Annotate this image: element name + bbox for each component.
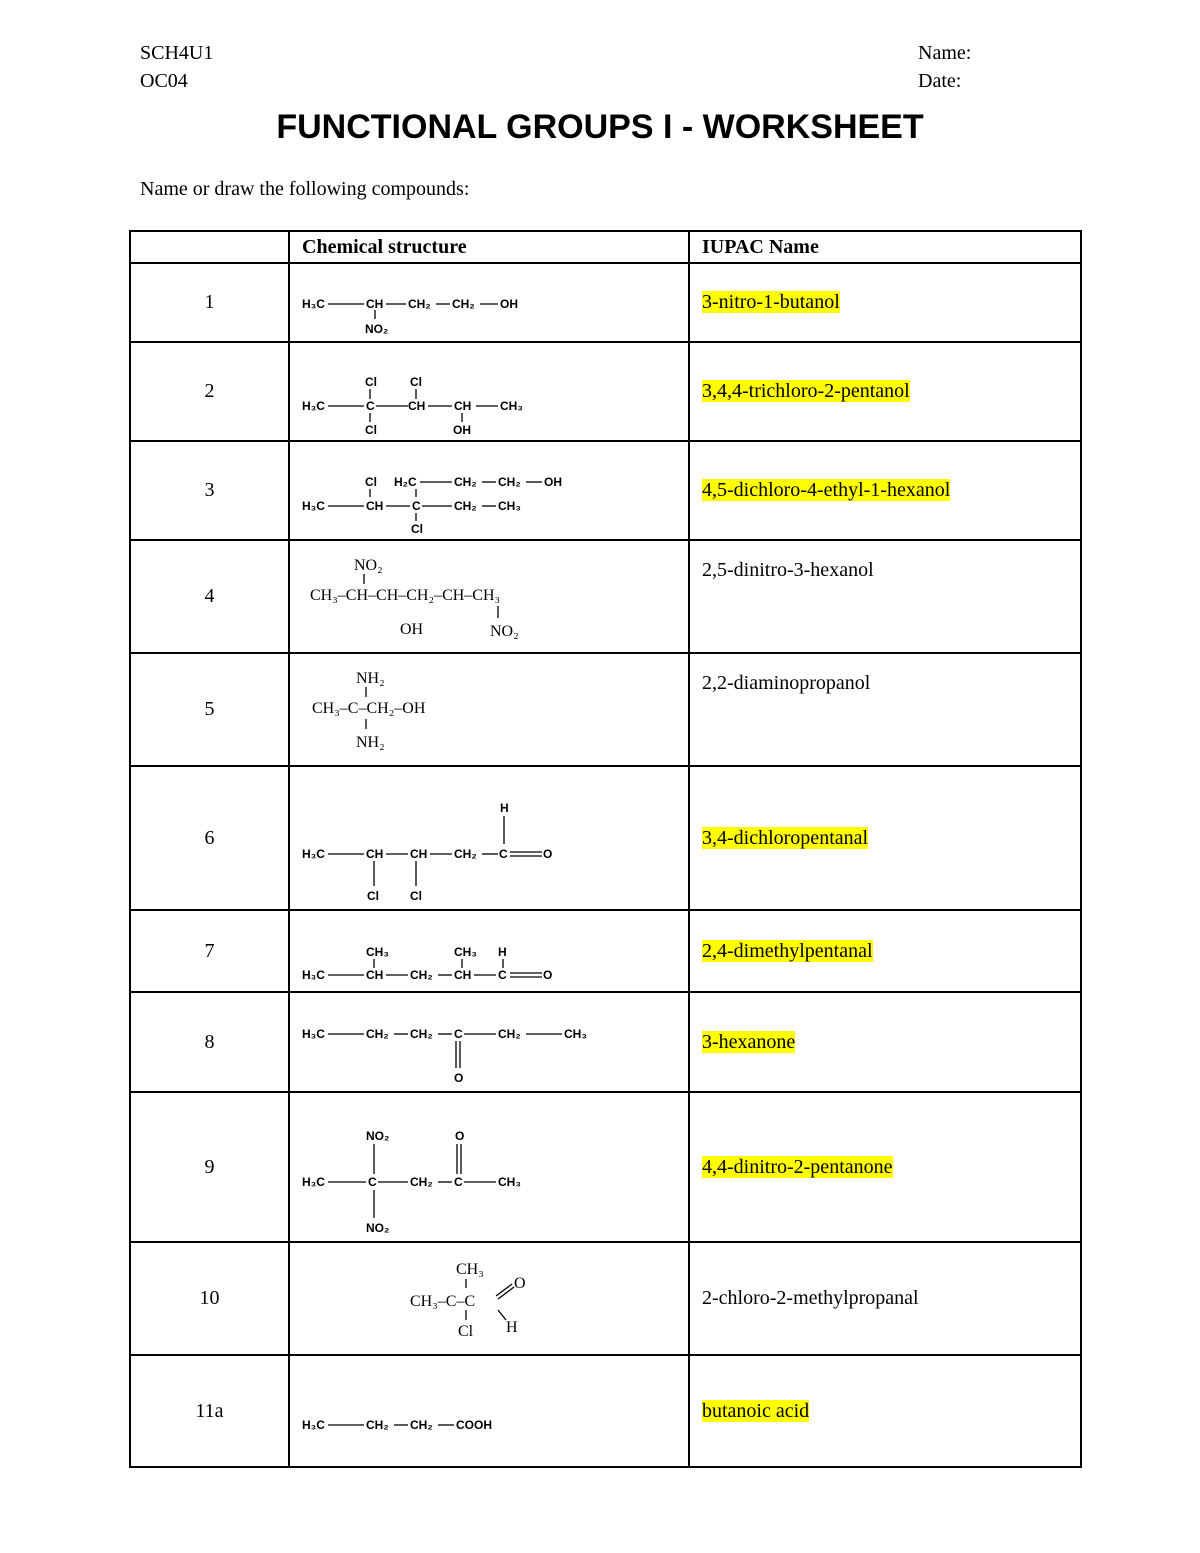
header-iupac: IUPAC Name (689, 231, 1081, 263)
svg-text:CH₃: CH₃ (564, 1026, 587, 1041)
iupac-text: 2,5-dinitro-3-hexanol (702, 559, 874, 581)
structure-4 (289, 540, 689, 653)
svg-text:Cl: Cl (367, 888, 379, 903)
svg-text:OH: OH (500, 296, 518, 311)
structure-drawing (290, 344, 688, 440)
iupac-name (689, 342, 1081, 441)
svg-text:CH₂: CH₂ (498, 1026, 521, 1041)
svg-text:H₃C: H₃C (302, 1417, 325, 1432)
table-row (130, 766, 1081, 910)
row-number: 11a (130, 1355, 289, 1467)
iupac-text: butanoic acid (702, 1400, 810, 1422)
structure-6 (289, 766, 689, 910)
structure-7 (289, 910, 689, 992)
svg-text:H₃C: H₃C (302, 498, 325, 513)
svg-text:CH: CH (366, 846, 384, 861)
svg-text:CH₂: CH₂ (498, 474, 521, 489)
instructions: Name or draw the following compounds: (140, 178, 470, 200)
svg-text:CH₃: CH₃ (366, 944, 389, 959)
svg-text:O: O (514, 1274, 526, 1292)
structure-drawing (290, 542, 688, 652)
structure-11a (289, 1355, 689, 1467)
iupac-name (689, 766, 1081, 910)
row-number: 3 (130, 441, 289, 540)
svg-text:CH₃–C–CH₂–OH: CH₃–C–CH₂–OH (312, 699, 426, 717)
svg-text:H₃C: H₃C (302, 398, 325, 413)
svg-text:CH₃–CH–CH–CH₂–CH–CH₃: CH₃–CH–CH–CH₂–CH–CH₃ (310, 586, 501, 604)
svg-text:H₃C: H₃C (302, 1026, 325, 1041)
svg-text:NH₂: NH₂ (356, 669, 385, 687)
svg-text:CH₃: CH₃ (498, 1174, 521, 1189)
table-row (130, 540, 1081, 653)
svg-text:H: H (498, 944, 507, 959)
svg-text:C: C (366, 398, 375, 413)
svg-text:CH₃: CH₃ (498, 498, 521, 513)
svg-text:H₃C: H₃C (302, 1174, 325, 1189)
svg-text:Cl: Cl (410, 888, 422, 903)
svg-text:CH: CH (410, 846, 428, 861)
svg-text:O: O (455, 1128, 465, 1143)
structure-drawing (290, 912, 688, 991)
iupac-name (689, 441, 1081, 540)
svg-text:CH₂: CH₂ (454, 498, 477, 513)
structure-drawing (290, 1357, 688, 1466)
table-row (130, 441, 1081, 540)
iupac-name (689, 540, 1081, 653)
iupac-text: 3-nitro-1-butanol (702, 291, 840, 313)
svg-text:NO₂: NO₂ (490, 622, 519, 640)
structure-drawing (290, 443, 688, 539)
svg-text:CH₃: CH₃ (454, 944, 477, 959)
structure-9 (289, 1092, 689, 1242)
svg-text:C: C (498, 967, 507, 982)
svg-text:CH₂: CH₂ (454, 846, 477, 861)
table-row (130, 992, 1081, 1092)
table-row (130, 1092, 1081, 1242)
svg-text:H₃C: H₃C (302, 967, 325, 982)
iupac-name (689, 263, 1081, 342)
worksheet-table (129, 230, 1082, 1468)
structure-drawing (290, 1244, 688, 1354)
structure-8 (289, 992, 689, 1092)
svg-text:CH: CH (408, 398, 426, 413)
iupac-text: 2-chloro-2-methylpropanal (702, 1287, 919, 1309)
svg-text:CH₂: CH₂ (454, 474, 477, 489)
svg-text:CH: CH (454, 398, 472, 413)
row-number: 10 (130, 1242, 289, 1355)
row-number: 7 (130, 910, 289, 992)
svg-text:OH: OH (400, 620, 424, 638)
row-number: 2 (130, 342, 289, 441)
header-structure: Chemical structure (289, 231, 689, 263)
svg-text:CH₂: CH₂ (410, 967, 433, 982)
svg-text:Cl: Cl (411, 521, 423, 536)
svg-text:OH: OH (453, 422, 471, 437)
table-row (130, 910, 1081, 992)
svg-text:CH₂: CH₂ (410, 1174, 433, 1189)
iupac-text: 3-hexanone (702, 1030, 796, 1053)
svg-text:CH: CH (366, 967, 384, 982)
svg-text:CH₃: CH₃ (456, 1260, 484, 1278)
svg-text:H: H (500, 800, 509, 815)
iupac-text: 3,4,4-trichloro-2-pentanol (702, 380, 910, 402)
svg-text:C: C (412, 498, 421, 513)
course-code: SCH4U1 (140, 42, 214, 64)
row-number: 8 (130, 992, 289, 1092)
iupac-name (689, 992, 1081, 1092)
svg-text:CH: CH (366, 498, 384, 513)
table-row (130, 342, 1081, 441)
iupac-text: 4,5-dichloro-4-ethyl-1-hexanol (702, 479, 951, 501)
svg-text:H: H (506, 1318, 518, 1336)
svg-text:CH: CH (366, 296, 384, 311)
svg-text:CH₂: CH₂ (366, 1417, 389, 1432)
structure-2 (289, 342, 689, 441)
svg-text:NH₂: NH₂ (356, 733, 385, 751)
row-number: 6 (130, 766, 289, 910)
svg-text:CH₃–C–C: CH₃–C–C (410, 1292, 476, 1310)
structure-10 (289, 1242, 689, 1355)
iupac-name (689, 1242, 1081, 1355)
svg-text:Cl: Cl (365, 374, 377, 389)
header-number (130, 231, 289, 263)
structure-drawing (290, 655, 688, 765)
table-row (130, 1355, 1081, 1467)
table-header-row (130, 231, 1081, 263)
structure-3 (289, 441, 689, 540)
svg-text:H₃C: H₃C (302, 846, 325, 861)
name-label: Name: (918, 42, 972, 64)
svg-text:OH: OH (544, 474, 562, 489)
svg-text:CH: CH (454, 967, 472, 982)
row-number: 9 (130, 1092, 289, 1242)
svg-text:Cl: Cl (365, 474, 377, 489)
svg-text:C: C (368, 1174, 377, 1189)
svg-text:CH₂: CH₂ (410, 1026, 433, 1041)
svg-text:NO₂: NO₂ (366, 1220, 390, 1235)
svg-text:C: C (499, 846, 508, 861)
structure-drawing (290, 265, 688, 341)
row-number: 4 (130, 540, 289, 653)
svg-text:C: C (454, 1174, 463, 1189)
svg-text:Cl: Cl (410, 374, 422, 389)
svg-text:CH₃: CH₃ (500, 398, 523, 413)
svg-text:C: C (454, 1026, 463, 1041)
svg-text:CH₂: CH₂ (452, 296, 475, 311)
unit-code: OC04 (140, 70, 188, 92)
page-title: FUNCTIONAL GROUPS I - WORKSHEET (276, 108, 924, 146)
iupac-text: 2,2-diaminopropanol (702, 672, 871, 694)
svg-text:CH₂: CH₂ (408, 296, 431, 311)
svg-text:O: O (543, 846, 553, 861)
table-row (130, 263, 1081, 342)
iupac-name (689, 653, 1081, 766)
iupac-text: 3,4-dichloropentanal (702, 826, 869, 849)
svg-text:O: O (543, 967, 553, 982)
iupac-text: 4,4-dinitro-2-pentanone (702, 1155, 893, 1178)
svg-text:H₂C: H₂C (394, 474, 417, 489)
structure-drawing (290, 1094, 688, 1241)
svg-text:CH₂: CH₂ (410, 1417, 433, 1432)
svg-text:CH₂: CH₂ (366, 1026, 389, 1041)
row-number: 1 (130, 263, 289, 342)
svg-text:Cl: Cl (365, 422, 377, 437)
table-row (130, 653, 1081, 766)
structure-drawing (290, 994, 688, 1091)
svg-text:H₃C: H₃C (302, 296, 325, 311)
date-label: Date: (918, 70, 962, 92)
iupac-name (689, 1092, 1081, 1242)
iupac-name (689, 910, 1081, 992)
table-row (130, 1242, 1081, 1355)
row-number: 5 (130, 653, 289, 766)
structure-5 (289, 653, 689, 766)
svg-text:NO₂: NO₂ (365, 321, 389, 336)
svg-text:COOH: COOH (456, 1417, 492, 1432)
structure-1 (289, 263, 689, 342)
svg-text:NO₂: NO₂ (354, 556, 383, 574)
iupac-name (689, 1355, 1081, 1467)
structure-drawing (290, 768, 688, 909)
iupac-text: 2,4-dimethylpentanal (702, 939, 873, 962)
svg-text:O: O (454, 1070, 464, 1085)
svg-text:NO₂: NO₂ (366, 1128, 390, 1143)
svg-text:Cl: Cl (458, 1322, 474, 1340)
